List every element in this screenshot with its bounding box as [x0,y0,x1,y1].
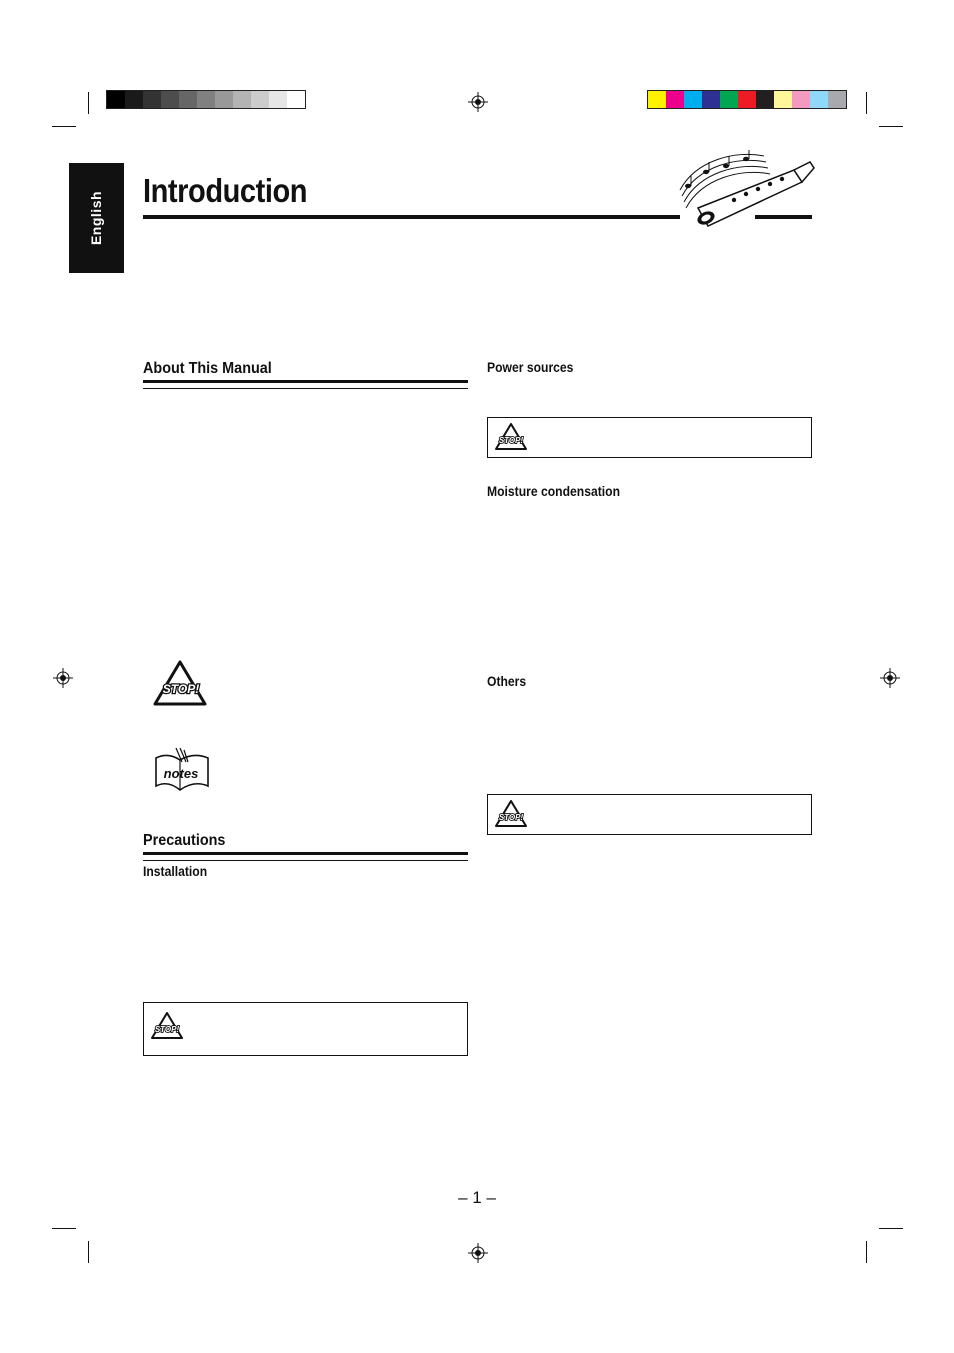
crop-mark-bottom-left-v [88,1241,89,1263]
recorder-music-illustration-icon [676,150,816,235]
others-warning-box [487,794,812,835]
registration-mark-top-icon [468,92,488,112]
gray-swatch [161,91,179,108]
crop-mark-top-right-h [879,126,903,127]
stop-icon-text: STOP! [154,1025,180,1034]
color-swatch [774,91,792,108]
precautions-heading-rule [143,852,468,861]
gray-swatch [287,91,305,108]
grayscale-calibration-bar [106,90,306,109]
crop-mark-bottom-right-h [879,1228,903,1229]
registration-mark-right-icon [880,668,900,688]
about-this-manual-heading: About This Manual [143,360,272,377]
color-swatch [720,91,738,108]
color-swatch [792,91,810,108]
moisture-condensation-heading: Moisture condensation [487,484,620,499]
installation-warning-box [143,1002,468,1056]
color-swatch [702,91,720,108]
gray-swatch [197,91,215,108]
gray-swatch [179,91,197,108]
color-swatch [756,91,774,108]
color-swatch [738,91,756,108]
color-swatch [648,91,666,108]
crop-mark-top-left-v [88,92,89,114]
stop-warning-small-icon [150,1011,184,1041]
stop-warning-icon [152,660,208,708]
crop-mark-top-right-v [866,92,867,114]
page-number: – 1 – [458,1188,496,1207]
gray-swatch [143,91,161,108]
crop-mark-top-left-h [52,126,76,127]
gray-swatch [233,91,251,108]
stop-icon-text: STOP! [498,813,524,822]
notes-icon-text: notes [163,766,199,781]
title-rule-left [143,215,680,219]
others-heading: Others [487,674,527,689]
color-calibration-bar [647,90,847,109]
notes-book-icon [152,746,212,798]
power-warning-box [487,417,812,458]
power-sources-heading: Power sources [487,360,574,375]
gray-swatch [125,91,143,108]
registration-mark-bottom-icon [468,1243,488,1263]
registration-mark-left-icon [53,668,73,688]
about-heading-rule [143,380,468,389]
crop-mark-bottom-right-v [866,1241,867,1263]
installation-heading: Installation [143,864,208,879]
stop-icon-text: STOP! [162,682,200,696]
color-swatch [810,91,828,108]
gray-swatch [251,91,269,108]
gray-swatch [107,91,125,108]
language-tab-label: English [88,190,104,246]
color-swatch [828,91,846,108]
gray-swatch [215,91,233,108]
page-title: Introduction [143,172,308,209]
color-swatch [684,91,702,108]
stop-warning-small-icon [494,422,528,452]
gray-swatch [269,91,287,108]
crop-mark-bottom-left-h [52,1228,76,1229]
color-swatch [666,91,684,108]
stop-warning-small-icon [494,799,528,829]
stop-icon-text: STOP! [498,436,524,445]
precautions-heading: Precautions [143,832,226,849]
